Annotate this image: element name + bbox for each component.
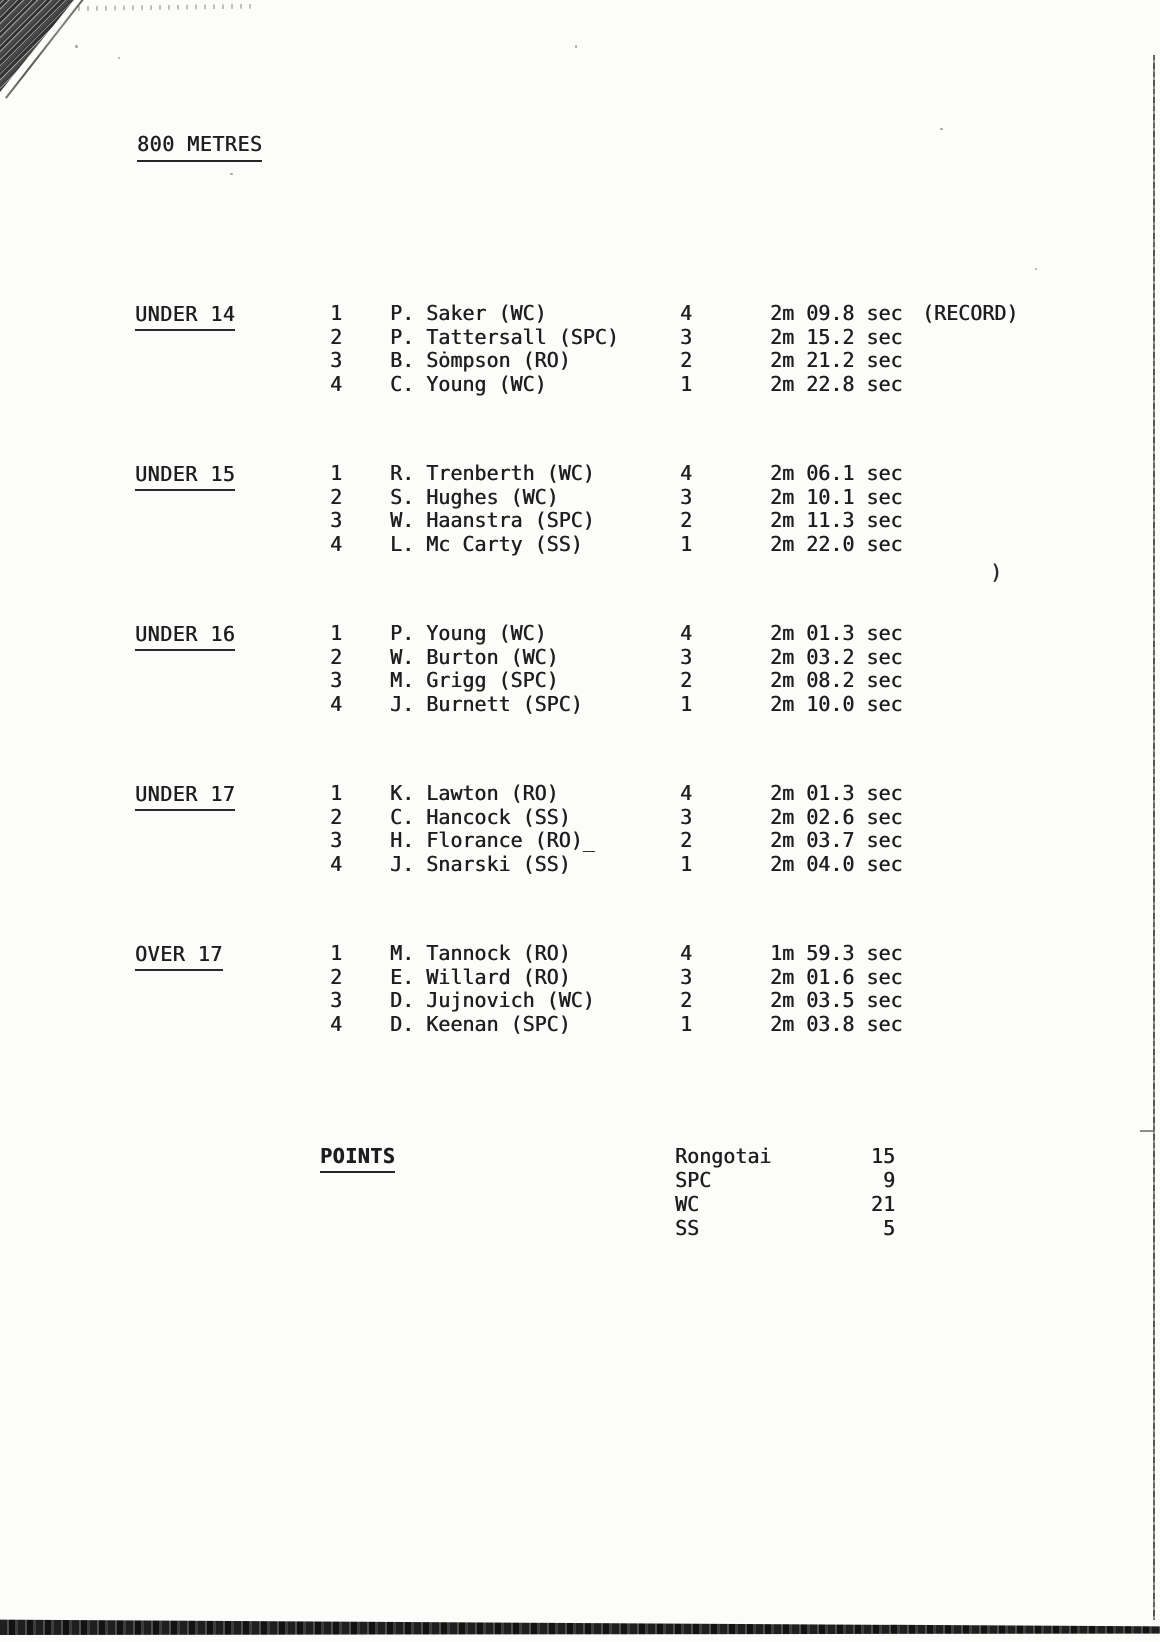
result-row (330, 533, 1115, 557)
time-cell: 2m 01.6 sec (770, 964, 903, 989)
athlete-cell: H. Florance (RO)_ (390, 828, 595, 853)
result-row (330, 1013, 1115, 1037)
points-cell: 4 (680, 941, 693, 965)
result-rows (330, 462, 1115, 557)
age-group-label: UNDER 17 (135, 782, 235, 811)
age-group-label: UNDER 14 (135, 302, 235, 331)
place-cell: 1 (330, 781, 343, 805)
note-cell (920, 669, 922, 693)
athlete-cell: P. Tattersall (SPC) (390, 324, 619, 349)
note-cell (920, 646, 922, 670)
result-row (330, 669, 1115, 693)
place-cell: 2 (330, 964, 343, 989)
place-cell: 1 (330, 621, 343, 645)
athlete-cell: S. Hughes (WC) (390, 484, 559, 509)
time-cell: 2m 04.0 sec (770, 852, 903, 877)
athlete-cell: K. Lawton (RO) (390, 781, 559, 805)
points-cell: 3 (680, 324, 693, 349)
athlete-cell: C. Young (WC) (390, 372, 547, 397)
result-rows (330, 622, 1115, 717)
points-cell: 3 (680, 964, 693, 989)
points-cell: 1 (680, 372, 693, 397)
athlete-cell: P. Saker (WC) (390, 301, 547, 325)
points-row (675, 1216, 895, 1240)
points-cell: 4 (680, 621, 693, 645)
place-cell: 1 (330, 301, 343, 325)
age-group-section (135, 622, 1115, 717)
time-cell: 2m 22.0 sec (770, 532, 903, 557)
note-cell (920, 829, 922, 853)
points-block (320, 1144, 920, 1240)
place-cell: 2 (330, 324, 343, 349)
note-cell (920, 349, 922, 373)
scan-speck (118, 57, 120, 59)
points-cell: 1 (680, 1012, 693, 1037)
result-row (330, 622, 1115, 646)
team-name: Rongotai (675, 1144, 772, 1168)
time-cell: 2m 15.2 sec (770, 324, 903, 349)
athlete-cell: M. Tannock (RO) (390, 941, 571, 965)
athlete-cell: D. Jujnovich (WC) (390, 988, 595, 1013)
athlete-cell: M. Grigg (SPC) (390, 668, 559, 693)
note-cell: (RECORD) (922, 301, 1019, 325)
time-cell: 2m 02.6 sec (770, 804, 903, 829)
points-cell: 1 (680, 532, 693, 557)
scan-speck (230, 173, 233, 175)
place-cell: 3 (330, 988, 343, 1013)
athlete-cell: C. Hancock (SS) (390, 804, 571, 829)
points-heading: POINTS (320, 1144, 395, 1173)
note-cell (920, 462, 922, 486)
result-rows (330, 782, 1115, 877)
scan-speck (940, 128, 943, 130)
place-cell: 4 (330, 1012, 343, 1037)
team-name: WC (675, 1192, 700, 1216)
result-row (330, 782, 1115, 806)
athlete-cell: B. Sȯmpson (RO) (390, 348, 571, 373)
points-cell: 2 (680, 508, 693, 533)
time-cell: 2m 03.5 sec (770, 988, 903, 1013)
athlete-cell: P. Young (WC) (390, 621, 547, 645)
place-cell: 4 (330, 852, 343, 877)
time-cell: 2m 10.0 sec (770, 692, 903, 717)
team-score: 9 (882, 1168, 895, 1192)
place-cell: 4 (330, 692, 343, 717)
points-cell: 2 (680, 348, 693, 373)
points-cell: 4 (680, 781, 693, 805)
age-group-label: OVER 17 (135, 942, 223, 971)
team-score: 5 (882, 1216, 895, 1240)
scan-top-dots (78, 4, 258, 14)
result-rows (330, 942, 1115, 1037)
time-cell: 2m 01.3 sec (770, 781, 903, 805)
note-cell (920, 693, 922, 717)
result-row (330, 509, 1115, 533)
result-row (330, 853, 1115, 877)
note-cell (920, 326, 922, 350)
place-cell: 3 (330, 828, 343, 853)
time-cell: 2m 22.8 sec (770, 372, 903, 397)
age-group-section (135, 462, 1115, 557)
age-group-section (135, 782, 1115, 877)
points-cell: 2 (680, 988, 693, 1013)
place-cell: 1 (330, 461, 343, 485)
time-cell: 1m 59.3 sec (770, 941, 903, 965)
result-row (330, 806, 1115, 830)
place-cell: 2 (330, 484, 343, 509)
result-row (330, 942, 1115, 966)
points-cell: 1 (680, 692, 693, 717)
note-cell (920, 533, 922, 557)
athlete-cell: J. Burnett (SPC) (390, 692, 583, 717)
page-title: 800 METRES (137, 132, 262, 162)
place-cell: 4 (330, 532, 343, 557)
results-sections (135, 302, 1115, 1102)
scan-speck (575, 45, 577, 48)
note-cell (920, 373, 922, 397)
athlete-cell: W. Burton (WC) (390, 644, 559, 669)
time-cell: 2m 03.2 sec (770, 644, 903, 669)
points-cell: 2 (680, 828, 693, 853)
place-cell: 2 (330, 804, 343, 829)
time-cell: 2m 08.2 sec (770, 668, 903, 693)
place-cell: 3 (330, 668, 343, 693)
age-group-label: UNDER 15 (135, 462, 235, 491)
scan-right-edge-line (1153, 55, 1155, 1620)
time-cell: 2m 06.1 sec (770, 461, 903, 485)
points-cell: 4 (680, 301, 693, 325)
points-row (675, 1144, 895, 1168)
time-cell: 2m 10.1 sec (770, 484, 903, 509)
time-cell: 2m 21.2 sec (770, 348, 903, 373)
place-cell: 4 (330, 372, 343, 397)
athlete-cell: J. Snarski (SS) (390, 852, 571, 877)
points-cell: 3 (680, 804, 693, 829)
note-cell (920, 806, 922, 830)
scan-edge-tick (1140, 1130, 1155, 1132)
note-cell (920, 622, 922, 646)
athlete-cell: R. Trenberth (WC) (390, 461, 595, 485)
points-cell: 3 (680, 484, 693, 509)
team-score: 21 (870, 1192, 895, 1216)
points-cell: 4 (680, 461, 693, 485)
note-cell (920, 782, 922, 806)
time-cell: 2m 09.8 sec (770, 301, 903, 325)
note-cell (920, 1013, 922, 1037)
note-cell (920, 509, 922, 533)
result-row (330, 693, 1115, 717)
note-cell (920, 942, 922, 966)
scan-speck (1035, 268, 1037, 270)
athlete-cell: E. Willard (RO) (390, 964, 571, 989)
age-group-section (135, 302, 1115, 397)
points-row (675, 1192, 895, 1216)
points-cell: 1 (680, 852, 693, 877)
result-row (330, 966, 1115, 990)
result-row (330, 989, 1115, 1013)
athlete-cell: L. Mc Carty (SS) (390, 532, 583, 557)
time-cell: 2m 11.3 sec (770, 508, 903, 533)
stray-mark: ) (990, 560, 1003, 584)
age-group-label: UNDER 16 (135, 622, 235, 651)
athlete-cell: W. Haanstra (SPC) (390, 508, 595, 533)
team-score: 15 (870, 1144, 895, 1168)
time-cell: 2m 03.7 sec (770, 828, 903, 853)
points-row (675, 1168, 895, 1192)
time-cell: 2m 01.3 sec (770, 621, 903, 645)
place-cell: 3 (330, 348, 343, 373)
place-cell: 3 (330, 508, 343, 533)
scan-speck (75, 45, 78, 48)
result-row (330, 326, 1115, 350)
scan-bottom-band (0, 1616, 1160, 1636)
scan-corner-artifact (0, 0, 240, 110)
time-cell: 2m 03.8 sec (770, 1012, 903, 1037)
place-cell: 1 (330, 941, 343, 965)
note-cell (920, 486, 922, 510)
note-cell (920, 966, 922, 990)
result-rows (330, 302, 1115, 397)
result-row (330, 486, 1115, 510)
result-row (330, 302, 1115, 326)
result-row (330, 462, 1115, 486)
result-row (330, 349, 1115, 373)
points-table (675, 1144, 895, 1240)
points-cell: 3 (680, 644, 693, 669)
points-cell: 2 (680, 668, 693, 693)
result-row (330, 646, 1115, 670)
result-row (330, 829, 1115, 853)
age-group-section (135, 942, 1115, 1037)
place-cell: 2 (330, 644, 343, 669)
team-name: SS (675, 1216, 700, 1240)
result-row (330, 373, 1115, 397)
athlete-cell: D. Keenan (SPC) (390, 1012, 571, 1037)
note-cell (920, 989, 922, 1013)
note-cell (920, 853, 922, 877)
team-name: SPC (675, 1168, 712, 1192)
